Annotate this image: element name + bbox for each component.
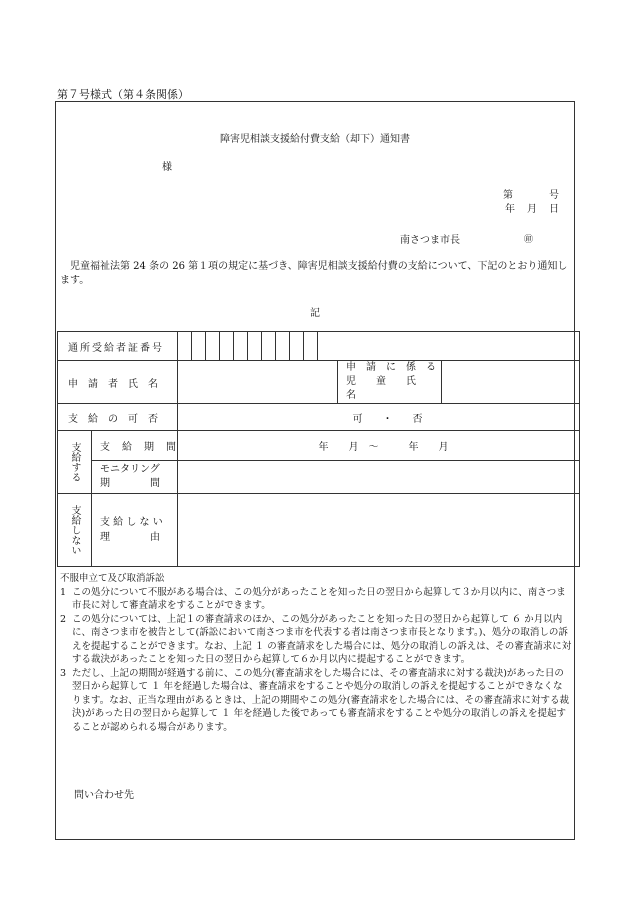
addressee-suffix: 様 xyxy=(162,162,172,173)
item-text: ただし、上記の期間が経過する前に、この処分(審査請求をした場合には、その審査請求に対する裁決)があった日の翌日から起算して １ 年を経過した場合は、審査請求をすることや処分の取消しの訴えを提起することができなくなります。なお、正当な理由があるときは、上記の期間やこの処分(審査請求をした場合には、その審査請求に対する裁決)があった日の翌日から起算して １ 年を経過した後であっても審査請求をすることや処分の取消しの訴えを提起することが認められる場合があります。 xyxy=(72,667,569,733)
reason-label xyxy=(92,494,178,567)
period-label: 支 給 期 間 xyxy=(92,431,178,461)
list-item xyxy=(60,586,572,613)
form-number-label: 第７号様式（第４条関係） xyxy=(57,88,189,101)
cert-digit-box[interactable] xyxy=(262,332,276,361)
cert-digit-box[interactable] xyxy=(304,332,318,361)
item-text: この処分については、上記１の審査請求のほか、この処分があったことを知った日の翌日から起算して ６ か月以内に、南さつま市を被告として(訴訟において南さつま市を代表する者は南さつま市長となります。)、処分の取消しの訴えを提起することができます。なお、上記 １ の審査請求をした場合には、処分の取消しの訴えは、その審査請求に対する裁決があったことを知った日の翌日から起算して６か月以内に提起することができます。 xyxy=(72,613,572,665)
period-value[interactable]: 年 月 ～ 年 月 xyxy=(178,431,580,461)
list-item xyxy=(60,667,572,735)
table-row-period xyxy=(58,431,580,461)
date-month: 月 xyxy=(527,204,537,215)
appeal-section xyxy=(60,572,572,734)
item-number: 3 xyxy=(60,667,67,679)
appeal-heading: 不服申立て及び取消訴訟 xyxy=(60,573,165,584)
cert-digit-box[interactable] xyxy=(206,332,220,361)
ki-heading: 記 xyxy=(310,308,320,319)
cert-digit-box[interactable] xyxy=(248,332,262,361)
monitoring-label xyxy=(92,461,178,494)
shikyu-suru-label: 支給する xyxy=(69,442,80,482)
reason-field[interactable] xyxy=(178,494,580,567)
shikyu-shinai-label: 支給しない xyxy=(69,505,80,555)
date-line xyxy=(505,200,559,215)
table-row-applicant xyxy=(58,361,580,404)
list-item xyxy=(60,613,572,667)
table-row-reason xyxy=(58,494,580,567)
applicant-name-field[interactable] xyxy=(178,361,338,404)
date-day: 日 xyxy=(549,204,559,215)
seal-mark: ㊞ xyxy=(524,235,534,245)
child-label xyxy=(338,361,442,404)
cert-digit-box[interactable] xyxy=(290,332,304,361)
cert-digit-box[interactable] xyxy=(178,332,192,361)
child-name-field[interactable] xyxy=(442,361,580,404)
child-label-line2: 児 童 氏 名 xyxy=(346,376,436,401)
notice-table xyxy=(57,331,580,567)
contact-label: 問い合わせ先 xyxy=(74,790,134,801)
shikyu-suru-cell xyxy=(58,431,92,494)
item-number: 1 xyxy=(60,586,67,598)
applicant-label: 申 請 者 氏 名 xyxy=(58,361,178,404)
cert-digit-box[interactable] xyxy=(276,332,290,361)
table-row-monitoring xyxy=(58,461,580,494)
date-year: 年 xyxy=(505,204,515,215)
child-label-line1: 申 請 に 係 る xyxy=(346,362,436,373)
cert-no-label: 通所受給者証番号 xyxy=(58,332,178,361)
cert-digit-box[interactable] xyxy=(234,332,248,361)
cert-digit-box[interactable] xyxy=(192,332,206,361)
issuer-name: 南さつま市長 xyxy=(400,235,460,246)
reason-label-line1: 支 給 し な い xyxy=(100,517,163,528)
decision-label: 支 給 の 可 否 xyxy=(58,404,178,431)
table-row-decision xyxy=(58,404,580,431)
number-suffix: 号 xyxy=(549,190,559,201)
notice-body-text: 児童福祉法第 24 条の 26 第１項の規定に基づき、障害児相談支援給付費の支給について、下記のとおり通知します。 xyxy=(60,261,568,286)
decision-value[interactable]: 可 ・ 否 xyxy=(178,404,580,431)
item-text: この処分について不服がある場合は、この処分があったことを知った日の翌日から起算して３か月以内に、南さつま市長に対して審査請求をすることができます。 xyxy=(72,586,566,611)
monitoring-label-line2: 期 間 xyxy=(100,478,160,489)
item-number: 2 xyxy=(60,613,67,625)
reason-label-line2: 理 由 xyxy=(100,532,160,543)
shikyu-shinai-cell xyxy=(58,494,92,567)
number-prefix: 第 xyxy=(503,190,513,201)
table-row-cert-no xyxy=(58,332,580,361)
cert-blank-area xyxy=(318,332,580,361)
monitoring-period-field[interactable] xyxy=(178,461,580,494)
cert-digit-box[interactable] xyxy=(220,332,234,361)
document-title: 障害児相談支援給付費支給（却下）通知書 xyxy=(220,134,410,145)
monitoring-label-line1: モニタリング xyxy=(100,464,160,475)
document-number-line xyxy=(503,186,559,201)
